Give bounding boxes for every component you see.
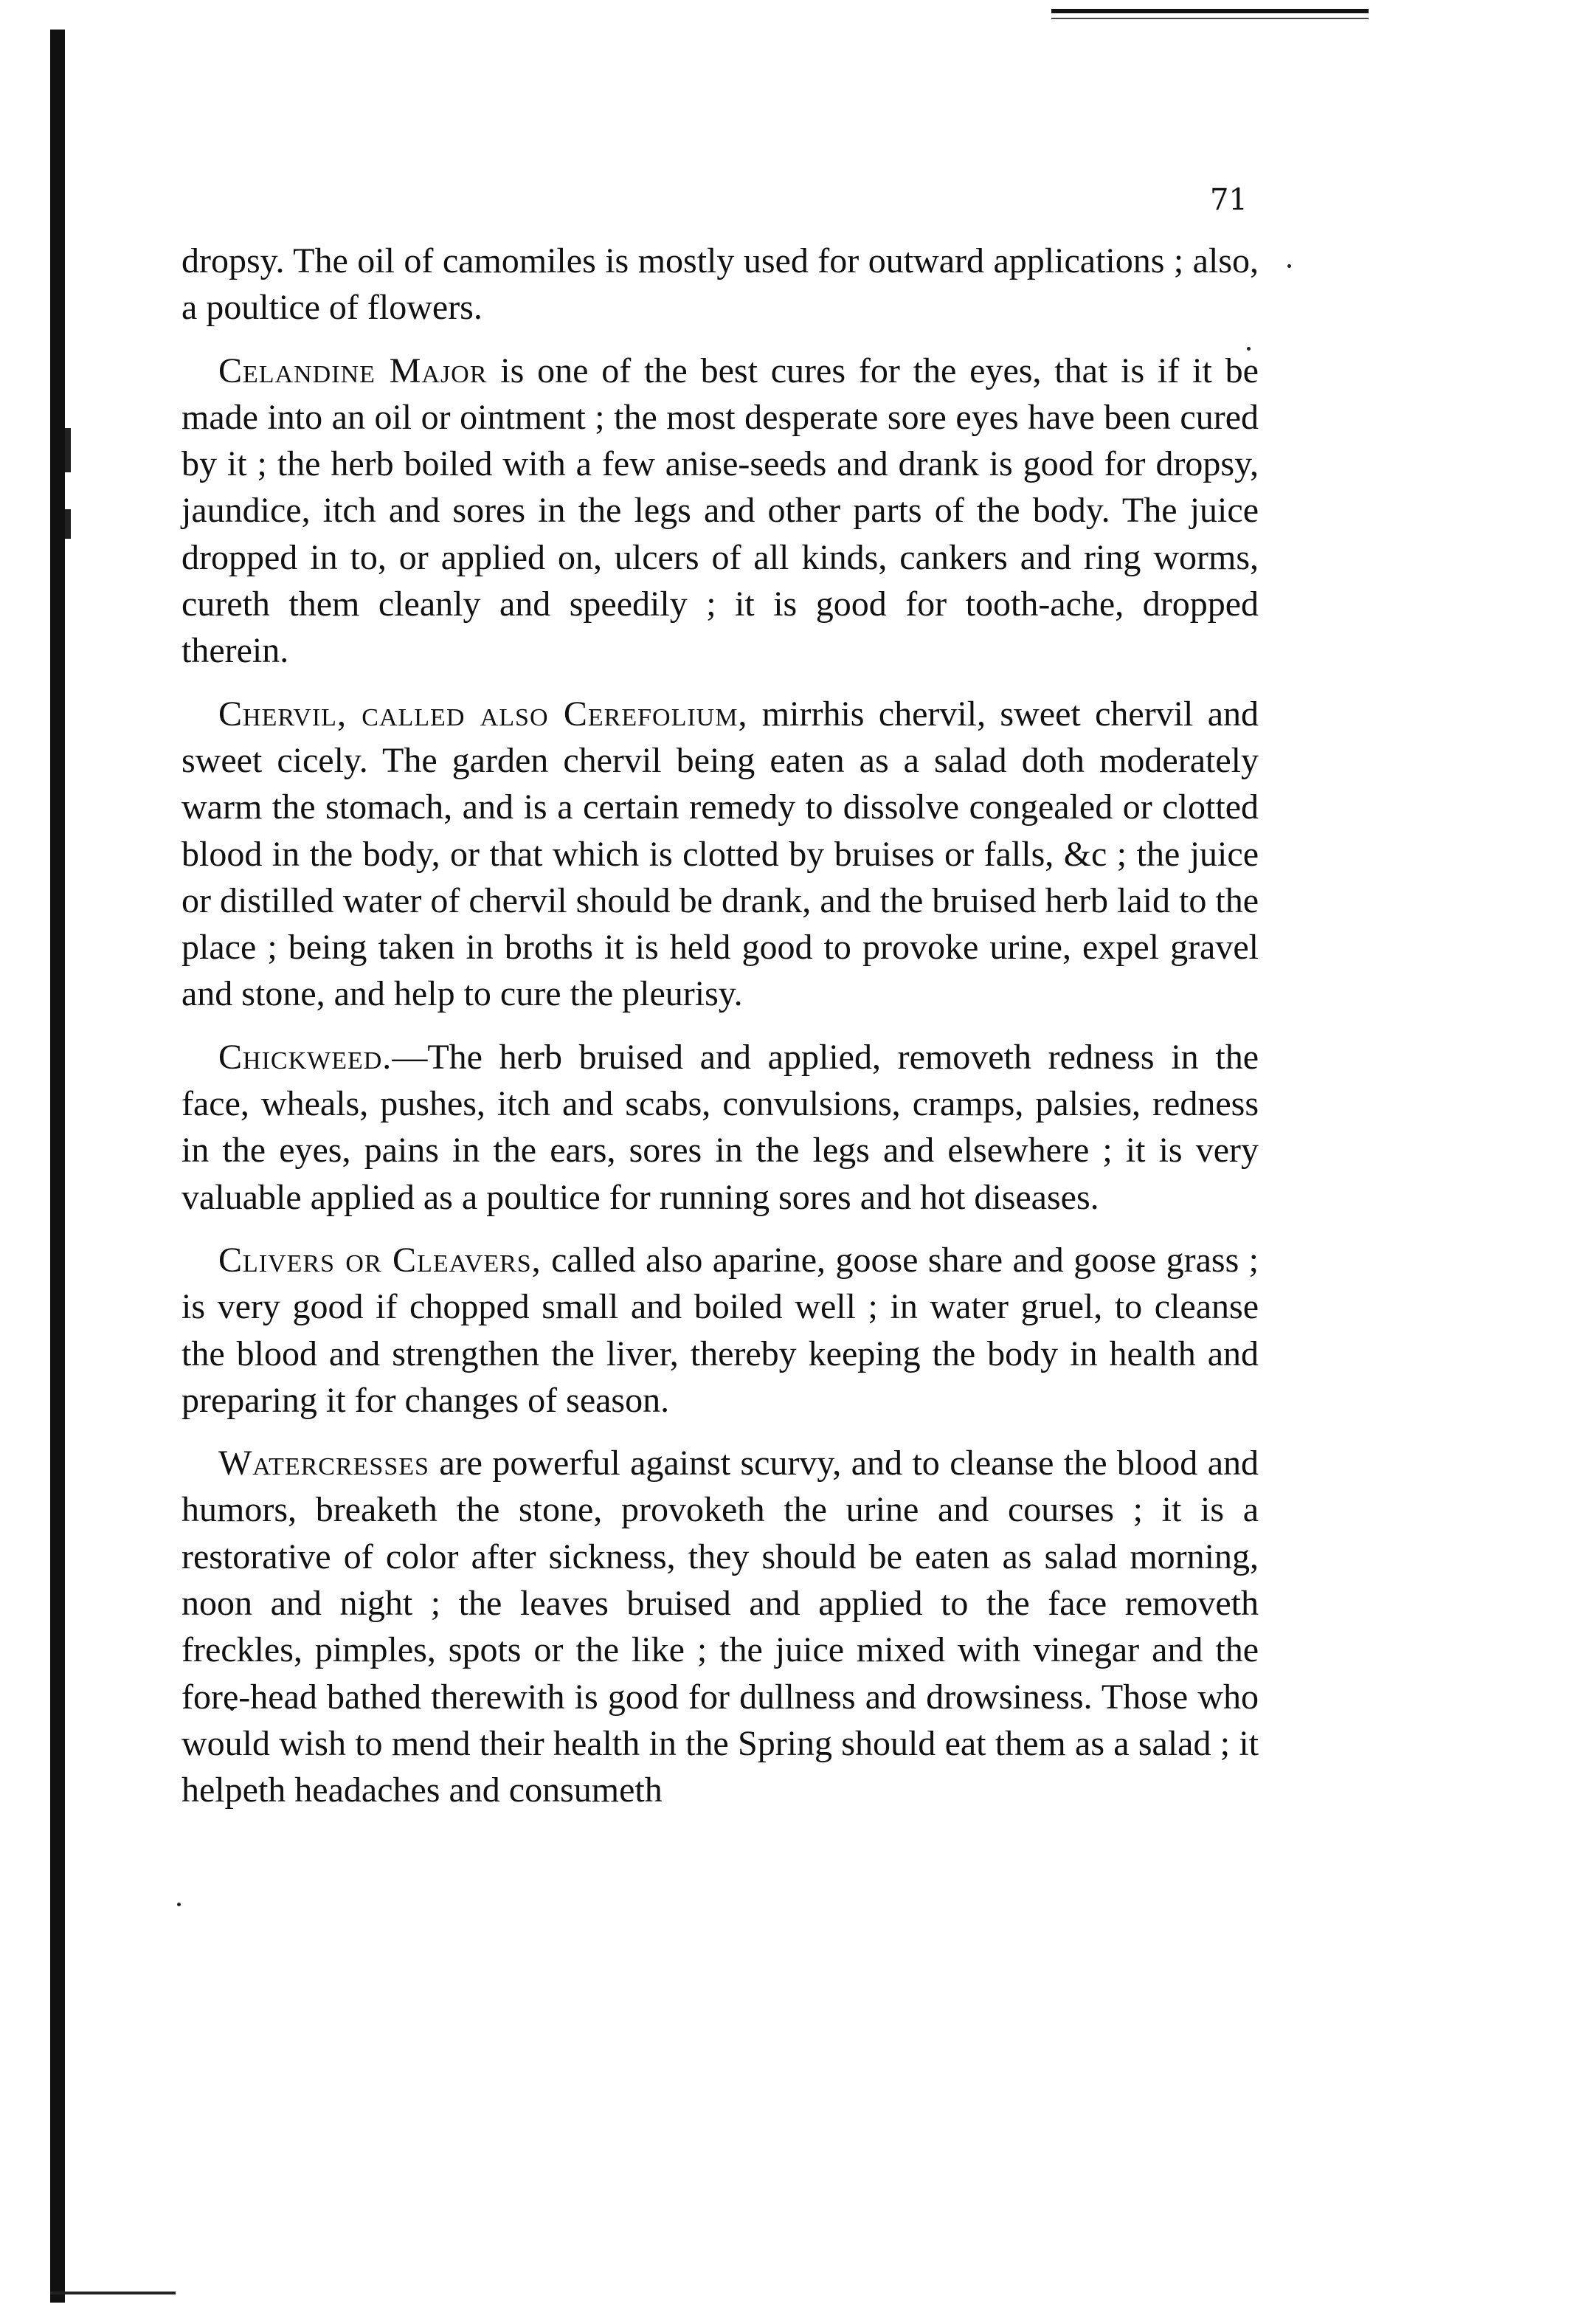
page-edge-bottom	[50, 2292, 176, 2294]
paragraph-chickweed	[181, 1034, 1259, 1221]
paragraph-clivers	[181, 1237, 1259, 1424]
entry-heading: Watercresses	[218, 1444, 429, 1483]
page-edge-shadow	[50, 30, 65, 2303]
entry-heading: Chickweed.	[218, 1037, 392, 1077]
paragraph-text: called also aparine, goose share and goose grass ; is very good if chopped small and boiled well ; in water gruel, to cleanse the blood and strengthen the liver, thereby keeping the body in health and preparing it for changes of season.	[181, 1240, 1259, 1420]
paragraph-text: are powerful against scurvy, and to cleanse the blood and humors, breaketh the stone, provoketh the urine and courses ; it is a restorative of color after sickness, they should be eaten as salad morning, noon and night ; the leaves bruised and applied to the face removeth freckles, pimples, spots or the like ; the juice mixed with vinegar and the fore-head bathed therewith is good for dullness and drowsiness. Those who would wish to mend their health in the Spring should eat them as a salad ; it helpeth headaches and consumeth	[181, 1444, 1259, 1810]
paragraph-watercresses	[181, 1440, 1259, 1813]
top-rule-thin	[1051, 18, 1369, 19]
top-rule	[1051, 9, 1369, 13]
entry-heading: Clivers or Cleavers,	[218, 1240, 542, 1280]
edge-mark	[65, 509, 71, 539]
paragraph-celandine	[181, 348, 1259, 675]
speck	[1287, 264, 1291, 268]
paragraph-chervil	[181, 691, 1259, 1018]
paragraph-text: dropsy. The oil of camomiles is mostly used for outward applications ; also, a poultice of flowers.	[181, 241, 1259, 328]
paragraph-text: mirrhis chervil, sweet chervil and sweet cicely. The garden chervil being eaten as a salad doth moderately warm the stomach, and is a certain remedy to dissolve congealed or clotted blood in the body, or that which is clotted by bruises or falls, &c ; the juice or distilled water of chervil should be drank, and the bruised herb laid to the place ; being taken in broths it is held good to provoke urine, expel gravel and stone, and help to cure the pleurisy.	[181, 694, 1259, 1014]
paragraph-text: —The herb bruised and applied, removeth redness in the face, wheals, pushes, itch and scabs, convulsions, cramps, palsies, redness in the eyes, pains in the ears, sores in the legs and elsewhere ; it is very valuable applied as a poultice for running sores and hot diseases.	[181, 1037, 1259, 1217]
paragraph-camomile-continued	[181, 238, 1259, 331]
page-number: 71	[1210, 183, 1248, 217]
body-text	[181, 238, 1259, 1814]
entry-heading: Chervil, called also Cerefolium,	[218, 694, 748, 734]
speck	[177, 1903, 181, 1906]
edge-mark	[65, 428, 71, 472]
paragraph-text: is one of the best cures for the eyes, that is if it be made into an oil or ointment ; the most desperate sore eyes have been cured by it ; the herb boiled with a few anise-seeds and drank is good for dropsy, jaundice, itch and sores in the legs and other parts of the body. The juice dropped in to, or applied on, ulcers of all kinds, cankers and ring worms, cureth them cleanly and speedily ; it is good for tooth-ache, dropped therein.	[181, 351, 1259, 671]
entry-heading: Celandine Major	[218, 351, 488, 390]
